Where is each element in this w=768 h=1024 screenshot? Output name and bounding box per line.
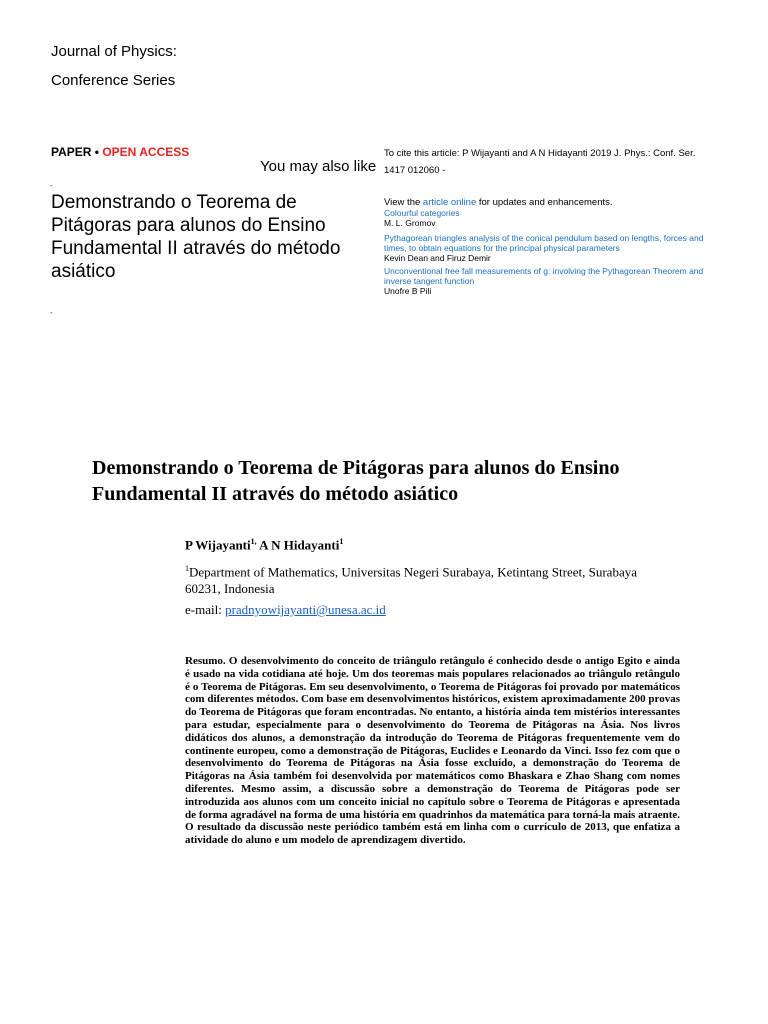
abstract: Resumo. O desenvolvimento do conceito de triângulo retângulo é conhecido desde o antigo Egito e ainda é usado na vida cotidiana até hoje. Um dos teoremas mais populares relacionados ao triângulo retângulo é o Teorema de Pitágoras. Em seu desenvolvimento, o Teorema de Pitágoras foi provado por matemáticos com diferentes métodos. Com base em desenvolvimentos históricos, existem aproximadamente 200 provas do Teorema de Pitágoras que foram encontradas. No entanto, a história ainda tem mistérios interessantes para estudar, especialmente para o desenvolvimento do Teorema de Pitágoras na Ásia. Nos livros didáticos dos alunos, a demonstração da introdução do Teorema de Pitágoras frequentemente vem do continente europeu, como a demonstração de Pitágoras, Euclides e Leonardo da Vinci. Isso fez com que o desenvolvimento do Teorema de Pitágoras na Ásia fosse excluído, a demonstração do Teorema de Pitágoras na Ásia também foi desenvolvida por matemáticos como Bhaskara e Zhao Shang com nomes diferentes. Mesmo assim, a discussão sobre a demonstração do Teorema de Pitágoras pode ser introduzida aos alunos com um conceito inicial no capítulo sobre o Teorema de Pitágoras e apresentada de forma agradável na forma de uma história em quadrinhos da matemática para torná-la mais atraente. O resultado da discussão neste periódico também está em linha com o currículo de 2013, que enfatiza a atividade do aluno e um modelo de aprendizagem divertido. (185, 655, 680, 847)
article-online-link[interactable]: article online (422, 197, 477, 208)
email-label: e-mail: (185, 602, 226, 617)
view-prefix: View the (384, 197, 423, 208)
bullet: • (94, 145, 99, 159)
you-may-also-like-heading: You may also like (260, 158, 377, 175)
related-article-authors: M. L. Gromov (384, 218, 436, 228)
journal-name-line2: Conference Series (51, 72, 176, 89)
related-article (384, 233, 714, 263)
citation-text: To cite this article: P Wijayanti and A N Hidayanti 2019 J. Phys.: Conf. Ser. 1417 012060 (384, 148, 696, 176)
open-access-badge: OPEN ACCESS (102, 145, 190, 159)
related-article-title[interactable]: Unconventional free fall measurements of g: involving the Pythagorean Theorem and inverse tangent function (384, 266, 704, 286)
separator-dash: - (50, 181, 53, 190)
affiliation-text: Department of Mathematics, Universitas Negeri Surabaya, Ketintang Street, Surabaya 60231, Indonesia (185, 564, 637, 597)
affiliation-mark: 1, (250, 537, 257, 546)
affiliation (185, 560, 645, 597)
related-article (384, 208, 714, 228)
paper-title: Demonstrando o Teorema de Pitágoras para alunos do Ensino Fundamental II através do método asiático (92, 457, 620, 505)
separator-dash: - (50, 308, 53, 317)
author-list (185, 537, 343, 553)
affiliation-mark: 1 (185, 564, 189, 573)
article-title-header: Demonstrando o Teorema de Pitágoras para alunos do Ensino Fundamental II através do método asiático (51, 192, 341, 282)
author-name: A N Hidayanti (256, 537, 340, 553)
paper-label-line (51, 145, 189, 159)
author-name: P Wijayanti (185, 537, 251, 553)
paper-label: PAPER (51, 145, 92, 159)
related-article-title[interactable]: Colourful categories (384, 208, 460, 218)
journal-name-line1: Journal of Physics: (51, 43, 177, 60)
email-link[interactable]: pradnyowijayanti@unesa.ac.id (225, 602, 386, 617)
related-article (384, 266, 714, 296)
citation (384, 145, 714, 179)
related-article-title[interactable]: Pythagorean triangles analysis of the conical pendulum based on lengths, forces and times, to obtain equations for the principal physical parameters (384, 233, 704, 253)
view-online-line (384, 197, 613, 208)
related-article-authors: Kevin Dean and Firuz Demir (384, 253, 491, 263)
view-suffix: for updates and enhancements. (476, 197, 613, 208)
affiliation-mark: 1 (339, 537, 344, 546)
related-article-authors: Unofre B Pili (384, 286, 432, 296)
citation-suffix: - (439, 165, 446, 176)
email-line (185, 602, 386, 618)
